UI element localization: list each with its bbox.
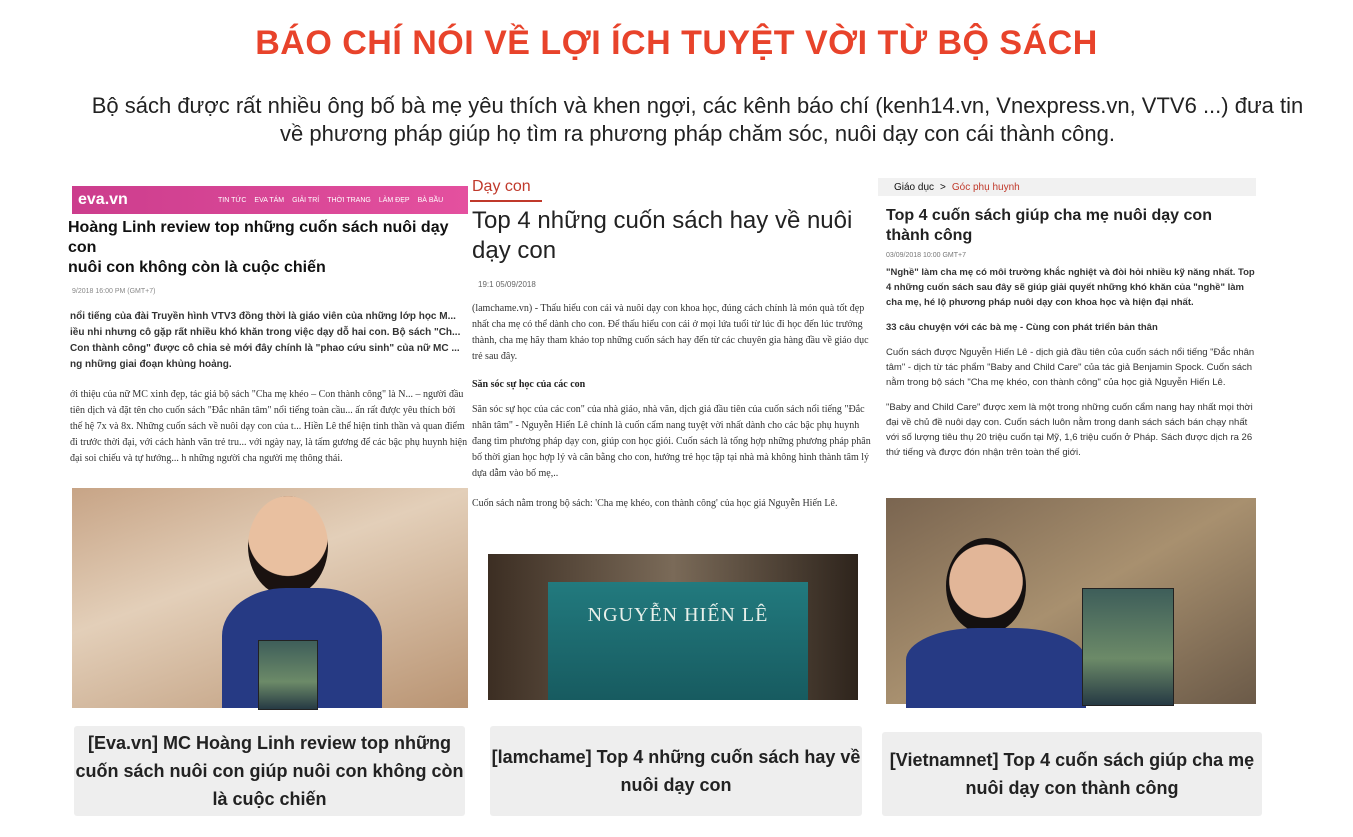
press-screenshot-eva [68, 186, 468, 708]
book-held [258, 640, 318, 710]
breadcrumb-separator: > [940, 181, 946, 193]
woman-face [248, 496, 328, 596]
eva-nav-item: GIẢI TRÍ [292, 196, 320, 204]
eva-lead-paragraph: nổi tiếng của đài Truyền hình VTV3 đồng thời là giáo viên của những lớp học M... iều nhi nhưng cô gặp rất nhiều khó khăn trong việc dạy dỗ hai con. Bộ sách "Ch... Con thành công" được cô chia sẻ mới đây chính là "phao cứu sinh" của nữ MC ... ng những giai đoạn khủng hoảng. [70, 311, 461, 370]
breadcrumb-item: Góc phụ huynh [951, 181, 1020, 193]
vietnamnet-subheading: 33 câu chuyện với các bà mẹ - Cùng con phát triển bản thân [886, 322, 1158, 333]
lamchame-lead-paragraph: (lamchame.vn) - Thấu hiểu con cái và nuôi dạy con khoa học, đúng cách chính là món quà tốt đẹp nhất cha mẹ có thể dành cho con. Để thấu hiểu con cái ở mọi lứa tuổi từ lúc đi học đến lúc trưởng thành, cha mẹ hãy tham khảo top những cuốn sách hay đến từ các chuyên gia hàng đầu về giáo dục trẻ sau đây. [472, 303, 869, 362]
section-subtitle: Bộ sách được rất nhiều ông bố bà mẹ yêu thích và khen ngợi, các kênh báo chí (kenh14.vn, Vnexpress.vn, VTV6 ...) đưa tin về phương pháp giúp họ tìm ra phương pháp chăm sóc, nuôi dạy con cái thành công. [91, 93, 1304, 146]
eva-nav-item: THỜI TRANG [327, 196, 371, 204]
caption-vietnamnet[interactable] [882, 732, 1262, 816]
book-cover-author: NGUYỄN HIẾN LÊ [587, 604, 769, 626]
vietnamnet-article-photo [886, 498, 1256, 704]
eva-article-photo [72, 488, 468, 708]
eva-nav-item: EVA TÁM [254, 196, 285, 204]
lamchame-headline: Top 4 những cuốn sách hay về nuôi dạy con [472, 207, 853, 264]
press-screenshot-vietnamnet [878, 178, 1256, 706]
vietnamnet-date: 03/09/2018 10:00 GMT+7 [886, 252, 966, 259]
vietnamnet-lead: "Nghề" làm cha mẹ có môi trường khắc nghiệt và đòi hỏi nhiều kỹ năng nhất. Top 4 những cuốn sách sau đây sẽ giúp giải quyết những khó khăn của "nghề" làm cha mẹ, hé lộ phương pháp nuôi dạy con khoa học và hiện đại nhất. [886, 267, 1255, 308]
vietnamnet-breadcrumb [878, 178, 1256, 196]
eva-nav-item: TIN TỨC [218, 196, 247, 204]
caption-lamchame[interactable] [490, 726, 862, 816]
lamchame-body-paragraph: Săn sóc sự học của các con" của nhà giáo, nhà văn, dịch giả đầu tiên của cuốn sách nổi tiếng "Đắc nhân tâm" - Nguyễn Hiến Lê chính là cuốn cẩm nang tuyệt vời nhất dành cho các bậc phụ huynh đang tìm phương pháp dạy con, giúp con học giỏi. Cuốn sách là tổng hợp những phương pháp phân bố thời gian học hợp lý và cân bằng cho con, hướng trẻ học tập tại nhà mà không hình thành tâm lý dựa dẫm vào bố mẹ,.. [472, 404, 871, 479]
book-cover [548, 582, 808, 700]
woman-face [946, 538, 1026, 634]
vietnamnet-headline: Top 4 cuốn sách giúp cha mẹ nuôi dạy con thành công [886, 207, 1212, 244]
eva-nav-item: LÀM ĐẸP [378, 196, 410, 204]
eva-nav-menu [218, 197, 443, 204]
press-screenshot-lamchame [470, 178, 874, 706]
breadcrumb-item: Giáo dục [894, 181, 935, 193]
lamchame-book-note: Cuốn sách nằm trong bộ sách: 'Cha mẹ khéo, con thành công' của học giả Nguyễn Hiến Lê. [472, 498, 838, 509]
book-held [1082, 588, 1174, 706]
eva-nav-item: BÀ BẦU [417, 196, 444, 204]
woman-shirt [906, 628, 1086, 708]
caption-vietnamnet-text: [Vietnamnet] Top 4 cuốn sách giúp cha mẹ nuôi dạy con thành công [889, 750, 1255, 798]
eva-logo: eva.vn [78, 191, 128, 208]
eva-body-paragraph: ới thiệu của nữ MC xinh đẹp, tác giả bộ sách "Cha mẹ khéo – Con thành công" là N... – người đầu tiên dịch và đặt tên cho cuốn sách "Đắc nhân tâm" nổi tiếng toàn cầu... ấn rất được yêu thích bởi thế hệ 7x và 8x. Những cuốn sách về nuôi dạy con của t... Hiền Lê thể hiện tinh thần và quan điểm đi trước thời đại, với cách hành văn trẻ tru... với ngày nay, là tấm gương để các bậc phụ huynh hiện đại soi chiếu và tự hướng... h những người cha người mẹ thông thái. [70, 389, 468, 464]
eva-date: 9/2018 16:00 PM (GMT+7) [72, 288, 156, 295]
lamchame-section-label: Dạy con [470, 178, 542, 202]
eva-navbar [72, 186, 468, 214]
lamchame-subheading: Săn sóc sự học của các con [472, 379, 586, 390]
lamchame-timestamp: 19:1 05/09/2018 [478, 280, 536, 289]
caption-eva[interactable] [74, 726, 465, 816]
caption-lamchame-text: [lamchame] Top 4 những cuốn sách hay về nuôi dạy con [491, 747, 861, 795]
eva-headline: Hoàng Linh review top những cuốn sách nuôi dạy con nuôi con không còn là cuộc chiến [68, 219, 449, 276]
vietnamnet-paragraph: Cuốn sách được Nguyễn Hiến Lê - dịch giả đầu tiên của cuốn sách nổi tiếng "Đắc nhân tâm" - dịch từ tác phẩm "Baby and Child Care" của tác giả Benjamin Spock. Cuốn sách nằm trong bộ sách "Cha mẹ khéo, con thành công" của học giả Nguyễn Hiến Lê. [886, 347, 1255, 388]
caption-eva-text: [Eva.vn] MC Hoàng Linh review top những cuốn sách nuôi con giúp nuôi con không còn là cuộc chiến [75, 733, 464, 809]
vietnamnet-paragraph: "Baby and Child Care" được xem là một trong những cuốn cẩm nang hay nhất mọi thời đại về chủ đề nuôi dạy con. Cuốn sách luôn nằm trong danh sách sách bán chạy nhất với số lượng tiêu thụ 20 triệu cuốn tại Mỹ, 1,6 triệu cuốn ở Pháp. Sách được dịch ra 26 thứ tiếng và được đón nhận trên toàn thế giới. [886, 402, 1253, 458]
section-title: BÁO CHÍ NÓI VỀ LỢI ÍCH TUYỆT VỜI TỪ BỘ SÁCH [255, 24, 1098, 62]
lamchame-book-photo [488, 554, 858, 700]
